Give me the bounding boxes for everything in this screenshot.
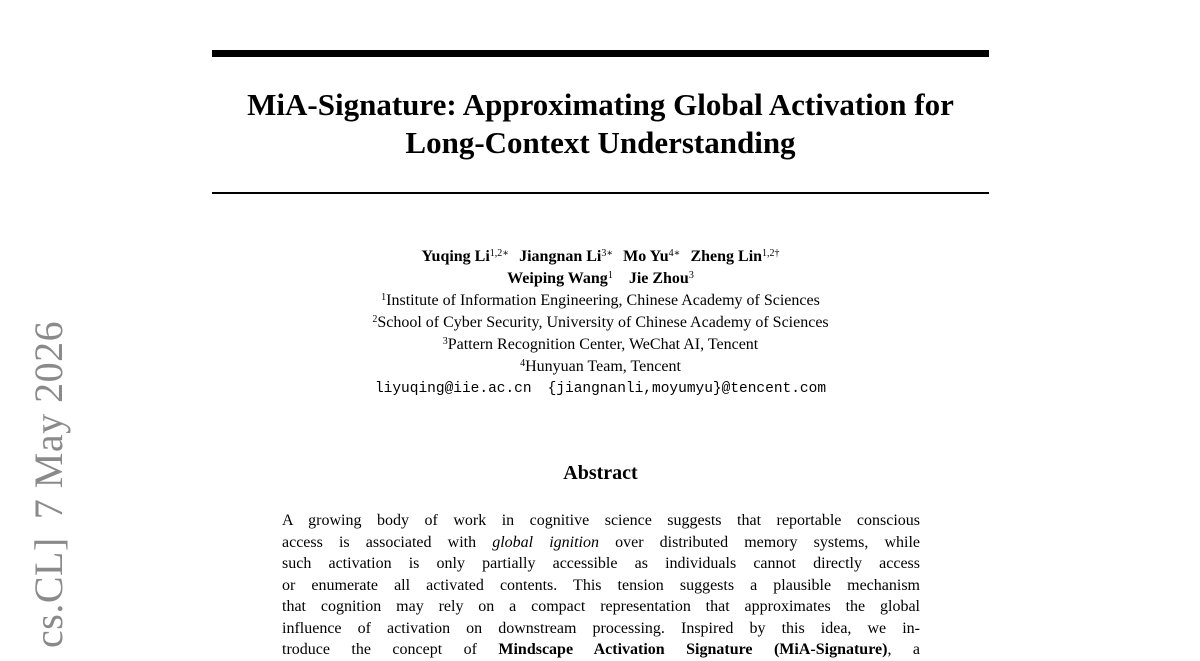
- abstract-line: influence of activation on downstream processing. Inspired by this idea, we in-: [282, 619, 920, 637]
- abstract-line: such activation is only partially accessible as individuals cannot directly access: [282, 555, 920, 572]
- abstract-text: access is associated with: [282, 533, 493, 551]
- arxiv-date: 7 May 2026: [26, 320, 71, 520]
- abstract-line: [282, 639, 920, 661]
- abstract-heading: Abstract: [563, 462, 638, 484]
- author-marks: 1,2†: [762, 248, 780, 259]
- affiliation-mark: 3: [442, 336, 448, 347]
- title-top-rule: [212, 50, 989, 57]
- affiliation-mark: 2: [372, 314, 378, 325]
- abstract-line: [282, 532, 920, 554]
- title-bottom-rule: [212, 192, 989, 194]
- author-line-2: [212, 268, 989, 290]
- author-marks: 1: [607, 270, 613, 281]
- abstract-line: that cognition may rely on a compact representation that approximates the global: [282, 598, 920, 615]
- email-address[interactable]: liyuqing@iie.ac.cn: [374, 381, 532, 397]
- affiliation-text: School of Cyber Security, University of Chinese Academy of Sciences: [377, 314, 829, 331]
- abstract-text: , a: [887, 641, 920, 658]
- arxiv-side-stamp: [24, 321, 74, 648]
- author-name: Jiangnan Li: [519, 248, 602, 265]
- title-line-2: Long-Context Understanding: [405, 125, 796, 160]
- affiliation: [212, 356, 989, 378]
- abstract-line: A growing body of work in cognitive science suggests that reportable conscious: [282, 512, 920, 529]
- author-marks: 1,2∗: [489, 248, 510, 259]
- affiliation: [212, 312, 989, 334]
- abstract-text: over distributed memory systems, while: [599, 533, 921, 551]
- affiliation: [212, 334, 989, 356]
- author-name: Zheng Lin: [690, 248, 763, 265]
- abstract-emphasis: global ignition: [492, 533, 599, 551]
- affiliation: [212, 290, 989, 312]
- affiliation-text: Hunyuan Team, Tencent: [525, 358, 681, 375]
- abstract-text: troduce the concept of: [282, 641, 499, 658]
- affiliation-mark: 1: [381, 292, 387, 303]
- affiliation-mark: 4: [520, 358, 526, 369]
- affiliation-text: Pattern Recognition Center, WeChat AI, Tencent: [447, 336, 759, 353]
- abstract-body: [282, 510, 920, 661]
- abstract-bold-term: Mindscape Activation Signature (MiA-Signature): [498, 641, 888, 658]
- author-name: Yuqing Li: [421, 248, 490, 265]
- author-block: [212, 246, 989, 400]
- abstract-line: or enumerate all activated contents. This tension suggests a plausible mechanism: [282, 576, 920, 594]
- author-marks: 3: [688, 270, 694, 281]
- author-name: Jie Zhou: [628, 270, 689, 287]
- email-line: [212, 378, 989, 400]
- author-name: Mo Yu: [623, 248, 669, 265]
- arxiv-category: cs.CL]: [26, 537, 71, 648]
- paper-title: [212, 86, 989, 162]
- email-address[interactable]: {jiangnanli,moyumyu}@tencent.com: [547, 381, 827, 397]
- affiliation-text: Institute of Information Engineering, Chinese Academy of Sciences: [386, 292, 820, 309]
- author-line-1: [212, 246, 989, 268]
- author-name: Weiping Wang: [507, 270, 608, 287]
- author-marks: 4∗: [668, 248, 681, 259]
- author-marks: 3∗: [601, 248, 614, 259]
- title-line-1: MiA-Signature: Approximating Global Activation for: [247, 87, 954, 122]
